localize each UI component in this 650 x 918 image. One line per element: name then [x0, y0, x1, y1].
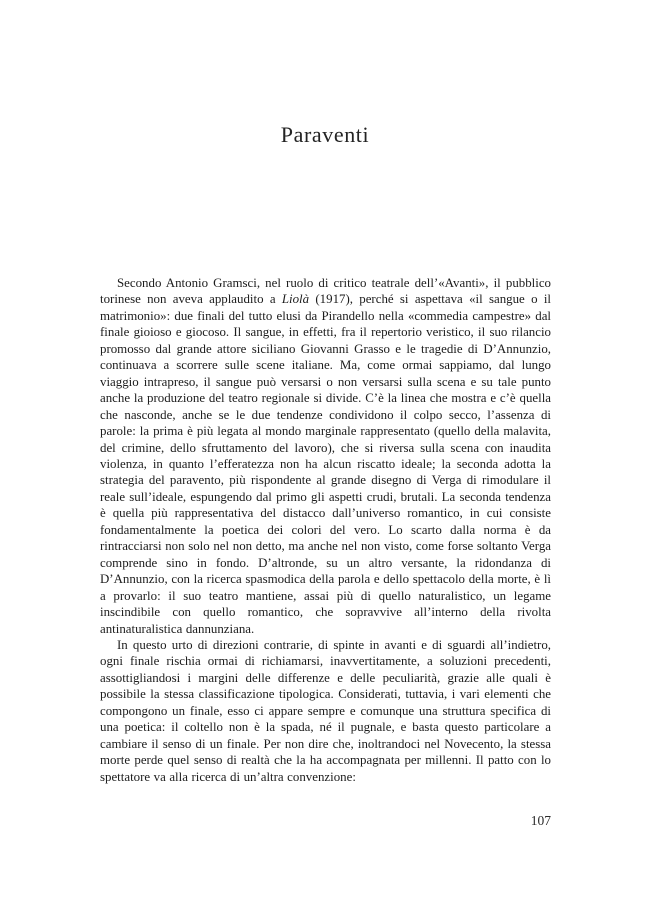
page-number: 107: [530, 813, 551, 828]
paragraph: [100, 637, 551, 785]
paragraph: [100, 275, 551, 637]
text-segment: (1917), perché si aspettava «il sangue o il matrimonio»: due finali del tutto elusi da Pirandello nella «commedia campestre» dal finale gioioso e giocoso. Il sangue, in effetti, fra il repertorio veristico, il suo rilancio promosso dal grande attore siciliano Giovanni Grasso e le tragedie di D’Annunzio, continuava a scorrere sulle scene italiane. Ma, come ormai sappiamo, dal lungo viaggio intrapreso, il sangue può versarsi o non versarsi sulla scena e su tale punto anche la produzione del teatro regionale si divide. C’è la linea che mostra e c’è quella che nasconde, anche se le due tendenze condividono il colpo secco, l’assenza di parole: la prima è più legata al mondo marginale rappresentato (quello della malavita, del crimine, dello sfruttamento del lavoro), che si riversa sulla scena con inaudita violenza, in quanto l’efferatezza non ha alcun riscatto ideale; la seconda adotta la strategia del paravento, più rispondente al grande disegno di Verga di rimodulare il reale sull’ideale, espungendo dal primo gli aspetti crudi, brutali. La seconda tendenza è quella più rappresentativa del distacco dall’universo romantico, in cui consiste fondamentalmente la poetica dei colori del vero. Lo scarto dalla norma è da rintracciarsi non solo nel non detto, ma anche nel non visto, come forse soltanto Verga comprende sino in fondo. D’altronde, su un altro versante, la ridondanza di D’Annunzio, con la ricerca spasmodica della parola e dello spettacolo della morte, è lì a provarlo: il suo teatro mantiene, assai più di quello naturalistico, un legame inscindibile con quello romantico, che sopravvive all’interno della rivolta antinaturalistica dannunziana.: [100, 292, 551, 636]
chapter-title: Paraventi: [280, 122, 370, 147]
italic-work-title: Liolà: [281, 292, 310, 307]
body-text: [100, 275, 551, 785]
text-segment: Secondo Antonio Gramsci, nel ruolo di critico teatrale dell’«Avanti», il pubblico torinese non aveva applaudito a: [100, 276, 551, 307]
text-segment: In questo urto di direzioni contrarie, di spinte in avanti e di sguardi all’indietro, ogni finale rischia ormai di richiamarsi, inavvertitamente, a soluzioni precedenti, assottigliandosi i margini delle differenze e delle peculiarità, grazie alle quali è possibile la stessa classificazione tipologica. Considerati, tuttavia, i vari elementi che compongono un finale, esso ci appare sempre e comunque una struttura specifica di una poetica: il coltello non è la spada, né il pugnale, e basta questo particolare a cambiare il senso di un finale. Per non dire che, inoltrandoci nel Novecento, la stessa morte perde quel senso di realtà che la ha accompagnata per millenni. Il patto con lo spettatore va alla ricerca di un’altra convenzione:: [100, 637, 551, 784]
